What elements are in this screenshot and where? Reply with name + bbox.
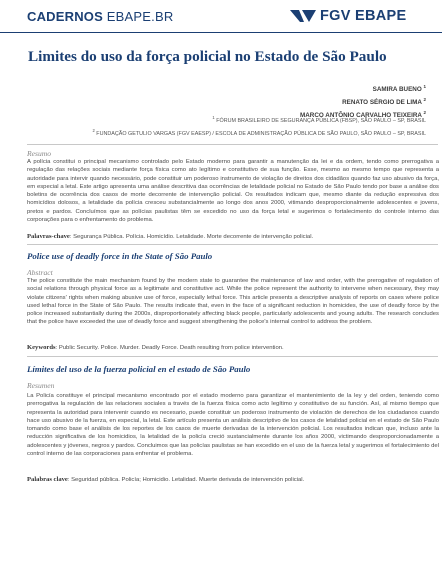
english-title: Police use of deadly force in the State of São Paulo bbox=[27, 251, 213, 261]
affiliation-mark: 2 bbox=[92, 127, 95, 133]
abstract-heading: Abstract bbox=[27, 268, 53, 277]
author-name: MARCO ANTÔNIO CARVALHO TEIXEIRA bbox=[299, 112, 422, 120]
affiliation bbox=[92, 126, 426, 139]
section-divider bbox=[27, 356, 438, 357]
publisher-logo bbox=[290, 7, 407, 25]
keywords-text: : Segurança Pública. Polícia. Homicídio. Letalidade. Morte decorrente de intervenção policial. bbox=[69, 234, 314, 240]
publisher-name: FGV EBAPE bbox=[320, 8, 407, 24]
keywords-text: : Public Security. Police. Murder. Deadly Force. Death resulting from police intervention. bbox=[55, 345, 284, 351]
spanish-keywords bbox=[27, 476, 439, 484]
author-affiliation-mark: 1 bbox=[423, 84, 426, 89]
article-title: Limites do uso da força policial no Estado de São Paulo bbox=[28, 48, 387, 65]
keywords-text: : Seguridad pública. Policía; Homicidio. Letalidad. Muerte derivada de intervención policial. bbox=[67, 477, 305, 483]
resumo-text: A polícia constitui o principal mecanismo controlado pelo Estado moderno para garantir a manutenção da lei e da ordem, tendo como prerrogativa a regulação das relações sociais mediante força física como ato legítimo e constitutivo de sua função. Esse, mesmo ao mesmo tempo que representa a autoridade para intervir quando necessário, pode constituir um poderoso instrumento de violação de direitos dos cidadãos quando faz uso abusivo da força, em especial a letal. Este artigo apresenta uma análise descritiva das ocorrências de letalidade policial no Estado de São Paulo tendo por base a análise dos boletins de ocorrência dos casos de morte decorrente de intervenção policial. Os resultados indicam que, mesmo diante da redução expressiva dos homicídios dolosos, a letalidade da polícia cresceu substancialmente ao longo dos anos 2000, vitimando desproporcionalmente adolescentes e jovens, pretos e pardos. Concluímos que as polícias paulistas têm se excedido no uso da força letal e sugerimos o fortalecimento do controle interno das corporações para o enfrentamento do problema. bbox=[27, 159, 439, 224]
journal-header bbox=[0, 0, 442, 32]
affiliation-list bbox=[92, 113, 426, 139]
journal-name-bold: CADERNOS bbox=[27, 9, 103, 24]
keywords-label: Palavras-chave bbox=[27, 233, 70, 240]
spanish-title: Límites del uso de la fuerza policial en el estado de São Paulo bbox=[27, 364, 251, 374]
affiliation-text: FÓRUM BRASILEIRO DE SEGURANÇA PÚBLICA (FBSP), SÃO PAULO – SP, BRASIL bbox=[216, 117, 426, 124]
author bbox=[300, 82, 426, 95]
journal-name-regular: EBAPE.BR bbox=[103, 9, 174, 24]
fgv-logo-icon bbox=[290, 8, 316, 24]
affiliation-mark: 1 bbox=[212, 115, 215, 120]
resumen-heading: Resumen bbox=[27, 381, 55, 390]
keywords-label: Palabras clave bbox=[27, 476, 68, 483]
resumen-text: La Policía constituye el principal mecanismo encontrado por el estado moderno para garantizar el mantenimiento de la ley y del orden, teniendo como prerrogativa la regulación de las relaciones sociales a través de la fuerza física como acto legítimo y constitutivo de su función. Así, al mismo tiempo que representa la autoridad para intervenir cuando es necesario, puede constituir un poderoso instrumento de violación de derechos de los ciudadanos cuando hace uso abusivo de la fuerza, en especial, la letal. Este artículo presenta un análisis descriptivo de los casos de letalidad policial en el estado de São Paulo tomando como base el análisis de los reportes de los casos de muerte derivadas de la intervención policial. Los resultados indican que, incluso ante la reducción significativa de los homicidios, la letalidad de la policía creció sustancialmente durante los años 2000, victimando desproporcionadamente a adolescentes y jóvenes, negros y pardos. Concluimos que las policías paulistas se han excedido en el uso de la fuerza letal y sugerimos el fortalecimiento del control interno de las corporaciones para enfrentar el problema. bbox=[27, 393, 439, 458]
resumo-heading: Resumo bbox=[27, 149, 52, 158]
author bbox=[300, 95, 426, 108]
affiliation bbox=[92, 113, 426, 126]
affiliation-text: FUNDAÇÃO GETULIO VARGAS (FGV EAESP) / ESCOLA DE ADMINISTRAÇÃO PÚBLICA DE SÃO PAULO, SÃO PAULO – SP, BRASIL bbox=[96, 130, 426, 137]
abstract-text: The police constitute the main mechanism found by the modern state to guarantee the maintenance of law and order, with the prerogative of regulation of social relations through physical force as a legitimate and constitutive act. While the police represent the authority to intervene when necessary, they may violate citizens' rights when making abusive use of force, especially lethal force. This article presents a descriptive analysis of reports on cases where police used lethal force in the State of São Paulo. The results indicate that, even in the face of a significant reduction in homicides, the use of deadly force by the police increased substantially during the 2000s, disproportionately affecting black people, particularly adolescents and young adults. The research concludes that the police have exceeded the use of deadly force and suggest strengthening the police's internal control to address the problem. bbox=[27, 278, 439, 326]
section-divider bbox=[27, 244, 438, 245]
author-affiliation-mark: 2 bbox=[423, 97, 426, 103]
author-name: RENATO SÉRGIO DE LIMA bbox=[342, 99, 422, 107]
author-affiliation-mark: 2 bbox=[423, 110, 426, 116]
header-divider bbox=[0, 32, 442, 33]
author-name: SAMIRA BUENO bbox=[372, 86, 422, 94]
english-keywords bbox=[27, 344, 439, 352]
section-divider bbox=[27, 144, 438, 145]
resumo-keywords bbox=[27, 233, 439, 241]
keywords-label: Keywords bbox=[27, 344, 56, 351]
journal-name bbox=[27, 9, 173, 24]
